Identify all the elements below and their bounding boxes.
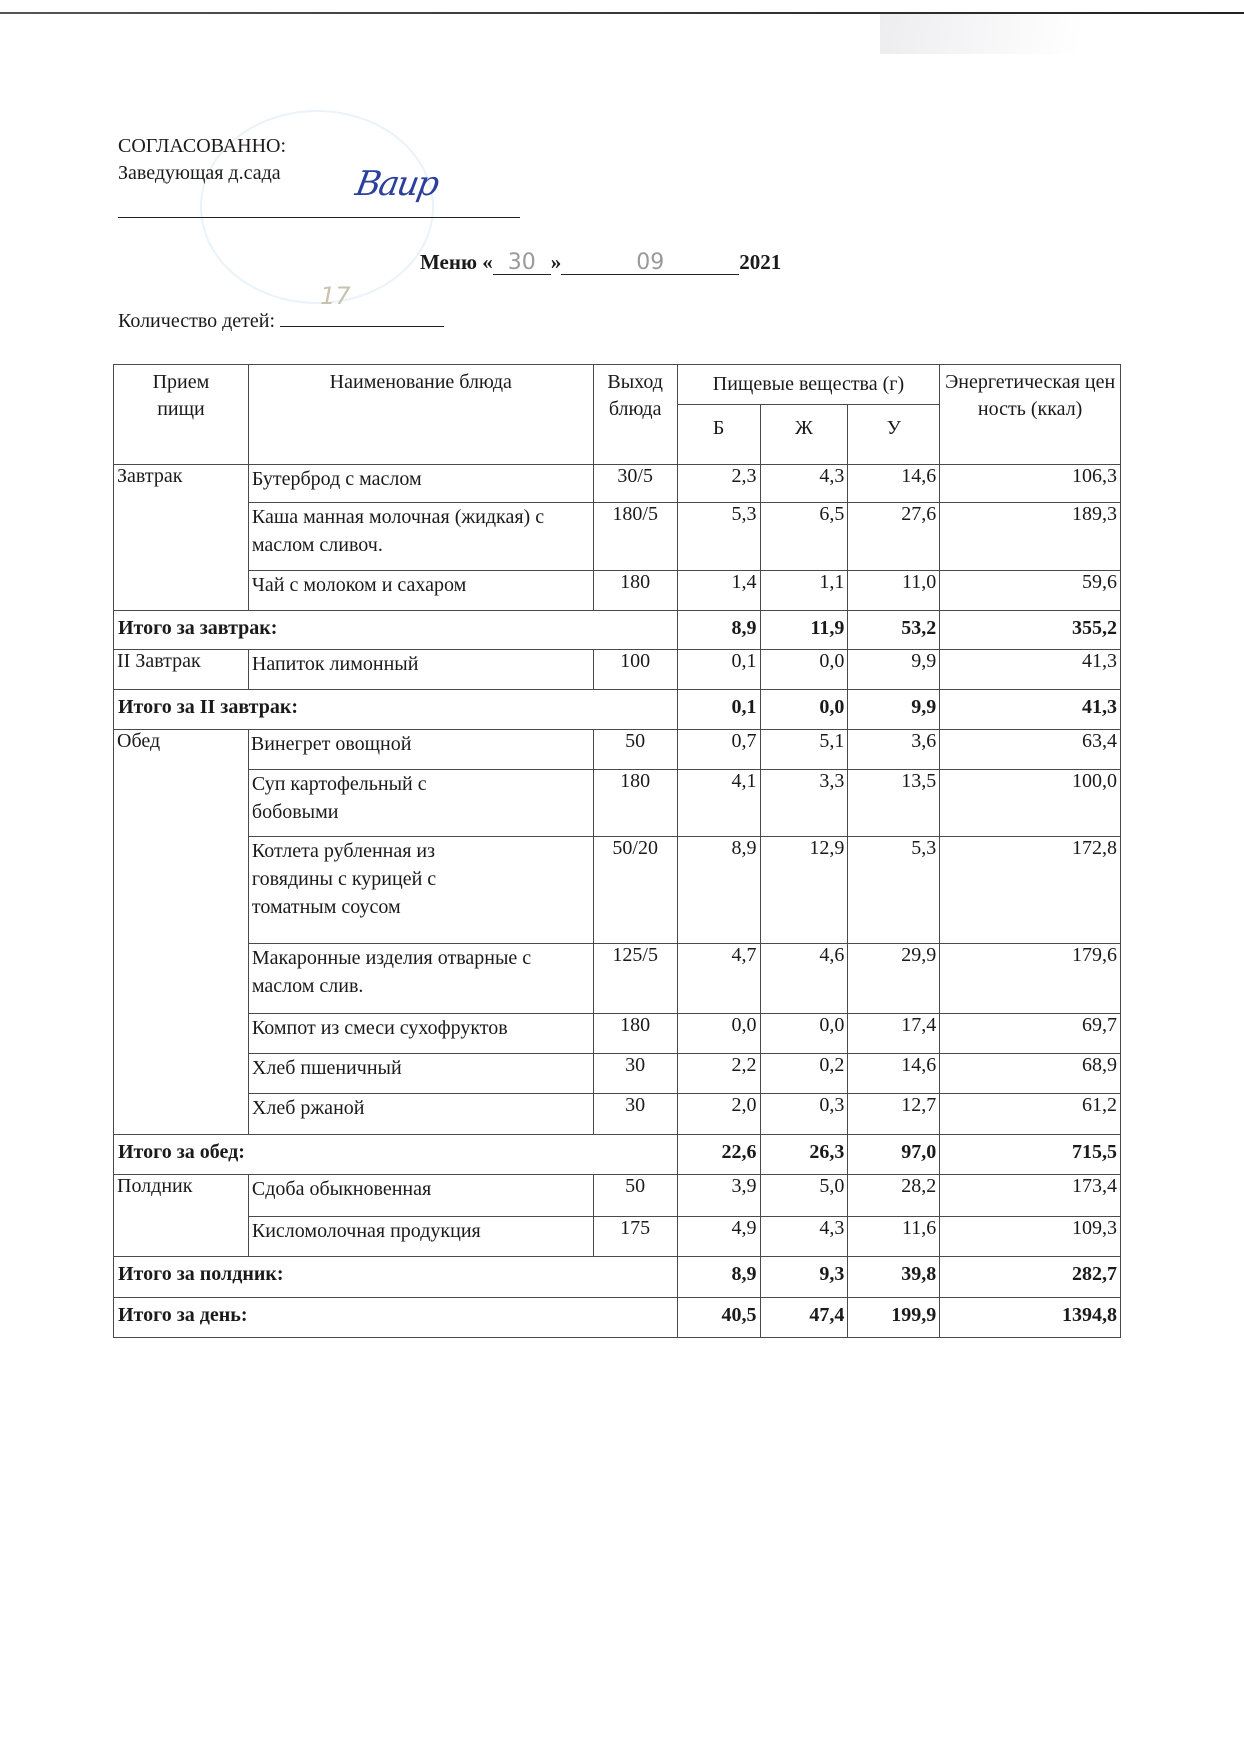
meal-label: Полдник xyxy=(114,1175,249,1257)
kcal-value: 106,3 xyxy=(940,465,1121,503)
table-row xyxy=(114,1054,1121,1094)
header-row xyxy=(114,365,1121,405)
subtotal-label: Итого за полдник: xyxy=(114,1257,678,1298)
fat-value: 0,3 xyxy=(760,1094,848,1135)
subtotal-row xyxy=(114,611,1121,650)
dish-name: Сдоба обыкновенная xyxy=(248,1175,593,1217)
table-row xyxy=(114,465,1121,503)
kcal-value: 61,2 xyxy=(940,1094,1121,1135)
table-row xyxy=(114,571,1121,611)
dish-name: Чай с молоком и сахаром xyxy=(248,571,593,611)
header-yield: Выход блюда xyxy=(593,365,677,465)
children-count-blank xyxy=(280,282,444,327)
dish-yield: 180 xyxy=(593,571,677,611)
dish-yield: 100 xyxy=(593,650,677,690)
approval-block xyxy=(118,133,520,218)
children-count xyxy=(118,282,444,333)
menu-month: 09 xyxy=(561,252,739,275)
signature: Ваир xyxy=(352,164,441,204)
protein-day-total: 40,5 xyxy=(677,1298,760,1338)
protein-value: 8,9 xyxy=(677,837,760,944)
kcal-total: 715,5 xyxy=(940,1135,1121,1175)
protein-total: 8,9 xyxy=(677,1257,760,1298)
fat-value: 12,9 xyxy=(760,837,848,944)
subtotal-label: Итого за обед: xyxy=(114,1135,678,1175)
table-row xyxy=(114,730,1121,770)
header-energy: Энергетическая ценность (ккал) xyxy=(940,365,1121,465)
dish-name: Макаронные изделия отварные с маслом слив. xyxy=(248,944,593,1014)
carbs-day-total: 199,9 xyxy=(848,1298,940,1338)
fat-value: 5,0 xyxy=(760,1175,848,1217)
carbs-value: 5,3 xyxy=(848,837,940,944)
protein-value: 0,7 xyxy=(677,730,760,770)
menu-year: 2021 xyxy=(739,250,782,274)
fat-value: 4,6 xyxy=(760,944,848,1014)
fat-total: 9,3 xyxy=(760,1257,848,1298)
dish-yield: 50 xyxy=(593,730,677,770)
protein-value: 5,3 xyxy=(677,503,760,571)
meal-label: II Завтрак xyxy=(114,650,249,690)
fat-day-total: 47,4 xyxy=(760,1298,848,1338)
dish-name: Суп картофельный с бобовыми xyxy=(248,770,593,837)
dish-yield: 30 xyxy=(593,1094,677,1135)
kcal-value: 100,0 xyxy=(940,770,1121,837)
kcal-value: 189,3 xyxy=(940,503,1121,571)
dish-name: Каша манная молочная (жидкая) с маслом сливоч. xyxy=(248,503,593,571)
subtotal-row xyxy=(114,1135,1121,1175)
table-row xyxy=(114,1175,1121,1217)
dish-yield: 30 xyxy=(593,1054,677,1094)
subtotal-row xyxy=(114,690,1121,730)
fat-total: 11,9 xyxy=(760,611,848,650)
fat-value: 4,3 xyxy=(760,1217,848,1257)
table-row xyxy=(114,1014,1121,1054)
fat-value: 6,5 xyxy=(760,503,848,571)
protein-value: 1,4 xyxy=(677,571,760,611)
carbs-value: 13,5 xyxy=(848,770,940,837)
kcal-value: 172,8 xyxy=(940,837,1121,944)
fat-total: 26,3 xyxy=(760,1135,848,1175)
carbs-value: 9,9 xyxy=(848,650,940,690)
children-count-value: 17 xyxy=(320,282,351,310)
header-protein: Б xyxy=(677,405,760,465)
header-fat: Ж xyxy=(760,405,848,465)
header-nutrients: Пищевые вещества (г) xyxy=(677,365,940,405)
carbs-value: 14,6 xyxy=(848,465,940,503)
fat-value: 4,3 xyxy=(760,465,848,503)
dish-name: Кисломолочная продукция xyxy=(248,1217,593,1257)
dish-yield: 180/5 xyxy=(593,503,677,571)
kcal-value: 68,9 xyxy=(940,1054,1121,1094)
header-carbs: У xyxy=(848,405,940,465)
menu-title xyxy=(420,250,781,275)
carbs-value: 29,9 xyxy=(848,944,940,1014)
kcal-day-total: 1394,8 xyxy=(940,1298,1121,1338)
kcal-total: 282,7 xyxy=(940,1257,1121,1298)
header-dish: Наименование блюда xyxy=(248,365,593,465)
subtotal-label: Итого за II завтрак: xyxy=(114,690,678,730)
protein-value: 2,3 xyxy=(677,465,760,503)
dish-yield: 180 xyxy=(593,1014,677,1054)
scan-smudge xyxy=(880,14,1080,54)
dish-name: Бутерброд с маслом xyxy=(248,465,593,503)
dish-name: Хлеб ржаной xyxy=(248,1094,593,1135)
protein-total: 0,1 xyxy=(677,690,760,730)
fat-total: 0,0 xyxy=(760,690,848,730)
dish-name: Напиток лимонный xyxy=(248,650,593,690)
protein-value: 0,1 xyxy=(677,650,760,690)
table-row xyxy=(114,837,1121,944)
dish-yield: 175 xyxy=(593,1217,677,1257)
kcal-total: 355,2 xyxy=(940,611,1121,650)
table-row xyxy=(114,503,1121,571)
dish-name: Компот из смеси сухофруктов xyxy=(248,1014,593,1054)
header-meal: Прием пищи xyxy=(114,365,249,465)
kcal-value: 109,3 xyxy=(940,1217,1121,1257)
protein-value: 2,2 xyxy=(677,1054,760,1094)
dish-yield: 50 xyxy=(593,1175,677,1217)
day-total-row xyxy=(114,1298,1121,1338)
kcal-value: 59,6 xyxy=(940,571,1121,611)
protein-value: 0,0 xyxy=(677,1014,760,1054)
approval-heading: СОГЛАСОВАННО: xyxy=(118,135,287,157)
subtotal-row xyxy=(114,1257,1121,1298)
carbs-total: 53,2 xyxy=(848,611,940,650)
table-row xyxy=(114,1217,1121,1257)
meal-label: Завтрак xyxy=(114,465,249,611)
dish-yield: 180 xyxy=(593,770,677,837)
fat-value: 0,0 xyxy=(760,650,848,690)
kcal-value: 173,4 xyxy=(940,1175,1121,1217)
carbs-value: 11,0 xyxy=(848,571,940,611)
table-row xyxy=(114,944,1121,1014)
dish-yield: 30/5 xyxy=(593,465,677,503)
day-total-label: Итого за день: xyxy=(114,1298,678,1338)
menu-table xyxy=(113,364,1121,1338)
protein-value: 4,1 xyxy=(677,770,760,837)
table-row xyxy=(114,770,1121,837)
dish-yield: 50/20 xyxy=(593,837,677,944)
carbs-value: 12,7 xyxy=(848,1094,940,1135)
protein-total: 22,6 xyxy=(677,1135,760,1175)
fat-value: 0,2 xyxy=(760,1054,848,1094)
dish-name: Винегрет овощной xyxy=(248,730,593,770)
children-label: Количество детей: xyxy=(118,310,276,332)
carbs-value: 11,6 xyxy=(848,1217,940,1257)
menu-title-mid: » xyxy=(550,250,562,274)
carbs-value: 14,6 xyxy=(848,1054,940,1094)
dish-name: Котлета рубленная из говядины с курицей с томатным соусом xyxy=(248,837,593,944)
carbs-value: 3,6 xyxy=(848,730,940,770)
fat-value: 0,0 xyxy=(760,1014,848,1054)
kcal-value: 179,6 xyxy=(940,944,1121,1014)
carbs-value: 28,2 xyxy=(848,1175,940,1217)
fat-value: 1,1 xyxy=(760,571,848,611)
dish-yield: 125/5 xyxy=(593,944,677,1014)
protein-value: 2,0 xyxy=(677,1094,760,1135)
menu-day: 30 xyxy=(493,252,551,275)
carbs-total: 39,8 xyxy=(848,1257,940,1298)
kcal-value: 69,7 xyxy=(940,1014,1121,1054)
dish-name: Хлеб пшеничный xyxy=(248,1054,593,1094)
carbs-total: 97,0 xyxy=(848,1135,940,1175)
subtotal-label: Итого за завтрак: xyxy=(114,611,678,650)
carbs-value: 17,4 xyxy=(848,1014,940,1054)
fat-value: 5,1 xyxy=(760,730,848,770)
protein-value: 4,9 xyxy=(677,1217,760,1257)
carbs-total: 9,9 xyxy=(848,690,940,730)
carbs-value: 27,6 xyxy=(848,503,940,571)
table-row xyxy=(114,650,1121,690)
meal-label: Обед xyxy=(114,730,249,1135)
table-row xyxy=(114,1094,1121,1135)
protein-value: 3,9 xyxy=(677,1175,760,1217)
menu-title-prefix: Меню « xyxy=(420,250,493,274)
fat-value: 3,3 xyxy=(760,770,848,837)
approval-position: Заведующая д.сада xyxy=(118,162,281,184)
kcal-value: 41,3 xyxy=(940,650,1121,690)
protein-value: 4,7 xyxy=(677,944,760,1014)
kcal-value: 63,4 xyxy=(940,730,1121,770)
protein-total: 8,9 xyxy=(677,611,760,650)
kcal-total: 41,3 xyxy=(940,690,1121,730)
